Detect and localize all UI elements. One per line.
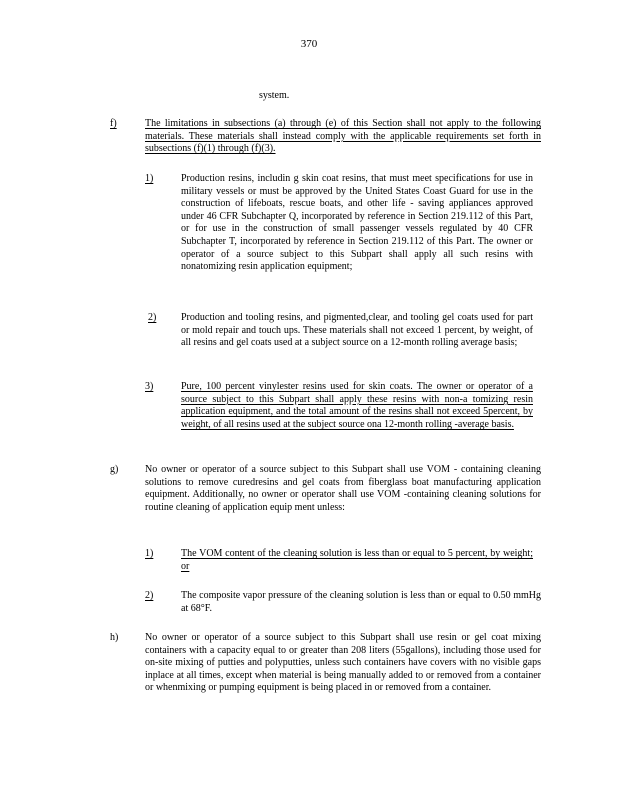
label-h: h) [110, 632, 119, 643]
label-g1: 1) [145, 548, 154, 559]
label-f2: 2) [148, 312, 157, 323]
label-g2: 2) [145, 590, 154, 601]
label-f1: 1) [145, 173, 154, 184]
continuation-text: system. [259, 90, 290, 101]
para-g1: The VOM content of the cleaning solution is less than or equal to 5 percent, by weight; or [181, 548, 533, 572]
page-number: 370 [300, 38, 318, 50]
label-f: f) [110, 118, 117, 129]
para-f: The limitations in subsections (a) through (e) of this Section shall not apply to the following materials. These materials shall instead comply with the applicable requirements set forth in subsections (f)(1) through (f)(3). [145, 118, 541, 155]
para-f2: Production and tooling resins, and pigmented,clear, and tooling gel coats used for part or mold repair and touch ups. These materials shall not exceed 1 percent, by weight, of all resins and gel coats used at a subject source on a 12-month rolling average basis; [181, 312, 533, 349]
label-g: g) [110, 464, 119, 475]
para-h: No owner or operator of a source subject to this Subpart shall use resin or gel coat mixing containers with a capacity equal to or greater than 208 liters (55gallons), including those used for on-site mixing of putties and polyputties, unless such containers have covers with no visible gaps inplace at all times, except when material is being manually added to or removed from a container or whenmixing or pumping equipment is being placed in or removed from a container. [145, 632, 541, 694]
para-f3: Pure, 100 percent vinylester resins used for skin coats. The owner or operator of a source subject to this Subpart shall apply these resins with non-a tomizing resin application equipment, and the total amount of the resins shall not exceed 5percent, by weight, of all resins used at the subject source ona 12-month rolling -average basis. [181, 381, 533, 430]
label-f3: 3) [145, 381, 154, 392]
para-f1: Production resins, includin g skin coat resins, that must meet specifications for use in military vessels or must be approved by the United States Coast Guard for use in the construction of lifeboats, rescue boats, and other life - saving appliances approved under 46 CFR Subchapter Q, incorporated by reference in Section 219.112 of this Part, or for use in the construction of small passenger vessels regulated by 40 CFR Subchapter T, incorporated by reference in Section 219.112 of this Part. The owner or operator of a source subject to this Subpart shall apply all such resins with nonatomizing resin application equipment; [181, 173, 533, 273]
para-g: No owner or operator of a source subject to this Subpart shall use VOM - containing cleaning solutions to remove curedresins and gel coats from fiberglass boat manufacturing application equipment. Additionally, no owner or operator shall use VOM -containing cleaning solutions for routine cleaning of application equip ment unless: [145, 464, 541, 513]
para-g2: The composite vapor pressure of the cleaning solution is less than or equal to 0.50 mmHg at 68°F. [181, 590, 541, 614]
